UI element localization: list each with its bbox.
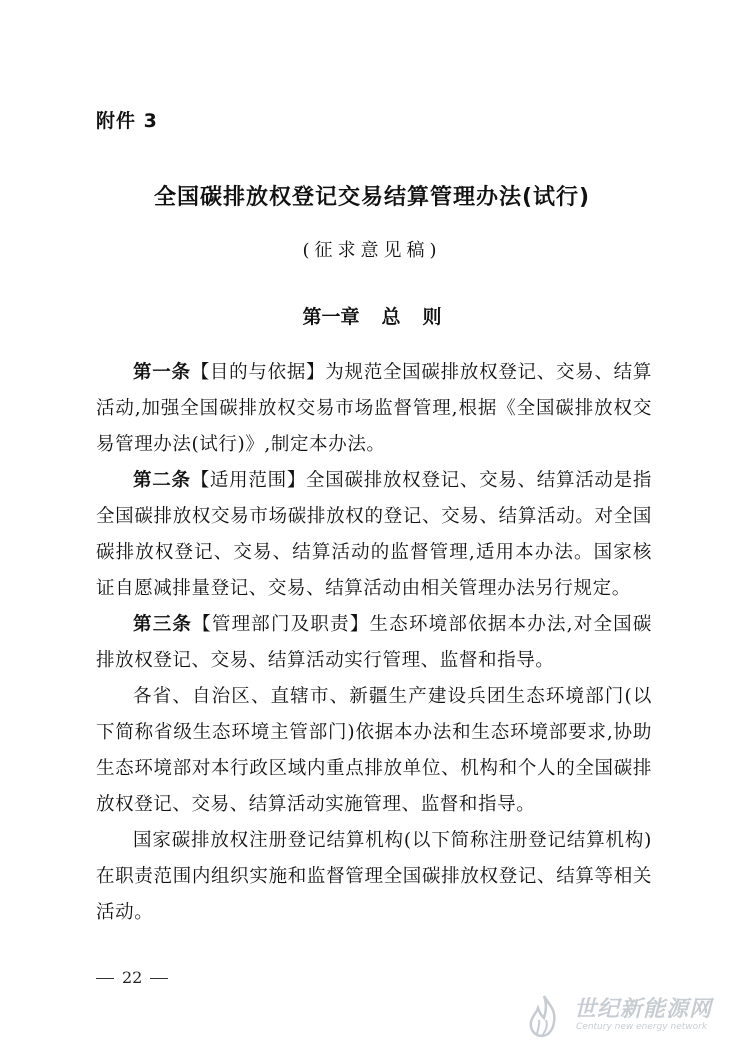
article-number: 第二条 [133,470,191,491]
article-number: 第三条 [133,614,193,635]
watermark-name-en: Century new energy network [576,1022,708,1032]
flame-logo-icon [520,992,568,1040]
article-tag: 【目的与依据】 [190,362,326,383]
chapter-name-part2: 则 [422,306,442,328]
body-paragraph [96,679,652,823]
watermark-name-cn: 世纪新能源网 [574,997,713,1022]
document-title: 全国碳排放权登记交易结算管理办法(试行) [153,185,591,210]
page-number-value: 22 [122,968,143,987]
page-number-dash-right [150,978,168,979]
attachment-label: 附件 3 [96,110,158,132]
paragraph-text: 各省、自治区、直辖市、新疆生产建设兵团生态环境部门(以下简称省级生态环境主管部门)依据本办法和生态环境部要求,协助生态环境部对本行政区域内重点排放单位、机构和个人的全国碳排放权登记、交易、结算活动实施管理、监督和指导。 [96,686,652,815]
page-number [96,968,168,987]
article-tag: 【适用范围】 [190,470,307,491]
chapter-name-part1: 总 [381,306,401,328]
page-number-dash-left [96,978,114,979]
article-tag: 【管理部门及职责】 [192,614,370,635]
article-paragraph [96,463,652,607]
chapter-heading [0,302,744,329]
article-paragraph [96,607,652,679]
chapter-number: 第一章 [302,306,360,328]
document-subtitle: (征求意见稿) [302,240,442,261]
article-paragraph [96,355,652,463]
paragraph-text: 国家碳排放权注册登记结算机构(以下简称注册登记结算机构)在职责范围内组织实施和监督管理全国碳排放权登记、结算等相关活动。 [96,830,652,923]
body-paragraph [96,823,652,931]
article-text: 全国碳排放权登记、交易、结算活动是指全国碳排放权交易市场碳排放权的登记、交易、结算活动。对全国碳排放权登记、交易、结算活动的监督管理,适用本办法。国家核证自愿减排量登记、交易、结算活动由相关管理办法另行规定。 [96,470,652,599]
document-body [96,355,652,931]
watermark [520,988,730,1044]
article-text: 为规范全国碳排放权登记、交易、结算活动,加强全国碳排放权交易市场监督管理,根据《全国碳排放权交易管理办法(试行)》,制定本办法。 [96,362,653,455]
article-number: 第一条 [133,362,191,383]
article-text: 生态环境部依据本办法,对全国碳排放权登记、交易、结算活动实行管理、监督和指导。 [96,614,652,671]
